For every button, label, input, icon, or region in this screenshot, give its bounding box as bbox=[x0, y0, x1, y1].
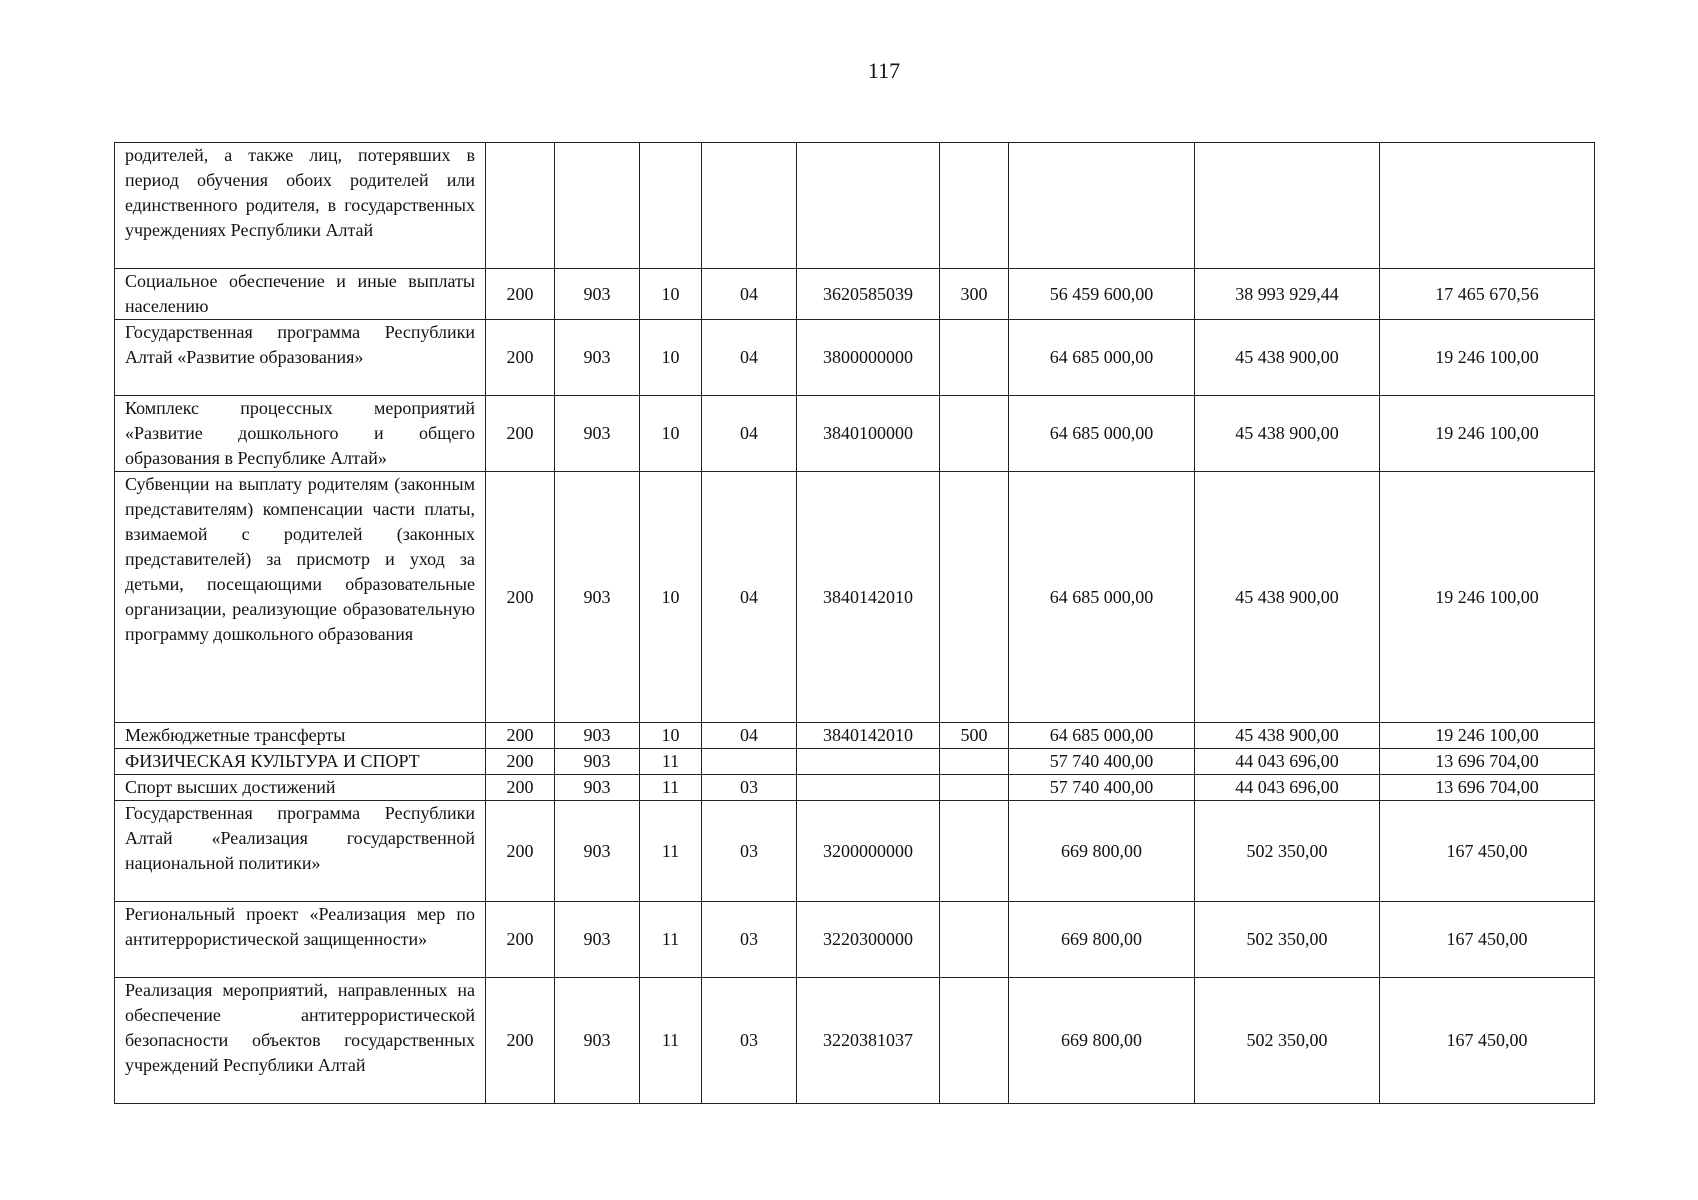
cell-amount-2: 502 350,00 bbox=[1195, 978, 1380, 1104]
cell-amount-2: 45 438 900,00 bbox=[1195, 320, 1380, 396]
cell-code-2: 903 bbox=[555, 269, 640, 320]
row-name: Комплекс процессных мероприятий «Развитие дошкольного и общего образования в Республике Алтай» bbox=[115, 396, 486, 472]
cell-amount-1 bbox=[1009, 143, 1195, 269]
row-name: Государственная программа Республики Алтай «Реализация государственной национальной политики» bbox=[115, 801, 486, 902]
cell-amount-1: 64 685 000,00 bbox=[1009, 723, 1195, 749]
cell-code-2: 903 bbox=[555, 320, 640, 396]
cell-code-3: 10 bbox=[640, 472, 702, 723]
cell-code-1: 200 bbox=[486, 723, 555, 749]
cell-amount-3: 167 450,00 bbox=[1380, 978, 1595, 1104]
cell-amount-1: 669 800,00 bbox=[1009, 902, 1195, 978]
cell-amount-3: 13 696 704,00 bbox=[1380, 775, 1595, 801]
cell-amount-3: 19 246 100,00 bbox=[1380, 472, 1595, 723]
cell-target-article bbox=[797, 775, 940, 801]
cell-amount-2 bbox=[1195, 143, 1380, 269]
row-name: Субвенции на выплату родителям (законным представителям) компенсации части платы, взимаемой с родителей (законных представителей) за присмотр и уход за детьми, посещающими образовательные организации, реализующие образовательную программу дошкольного образования bbox=[115, 472, 486, 723]
cell-expense-type: 300 bbox=[940, 269, 1009, 320]
cell-amount-2: 44 043 696,00 bbox=[1195, 775, 1380, 801]
row-name: Межбюджетные трансферты bbox=[115, 723, 486, 749]
cell-code-2 bbox=[555, 143, 640, 269]
cell-code-4: 03 bbox=[702, 902, 797, 978]
cell-code-4: 04 bbox=[702, 269, 797, 320]
cell-target-article: 3620585039 bbox=[797, 269, 940, 320]
cell-code-1: 200 bbox=[486, 902, 555, 978]
cell-expense-type bbox=[940, 143, 1009, 269]
row-name: Реализация мероприятий, направленных на обеспечение антитеррористической безопасности объектов государственных учреждений Республики Алтай bbox=[115, 978, 486, 1104]
cell-code-3: 11 bbox=[640, 902, 702, 978]
cell-amount-3 bbox=[1380, 143, 1595, 269]
table-row bbox=[115, 472, 1595, 723]
table-row bbox=[115, 143, 1595, 269]
cell-code-2: 903 bbox=[555, 749, 640, 775]
cell-code-2: 903 bbox=[555, 978, 640, 1104]
cell-code-4: 04 bbox=[702, 396, 797, 472]
cell-amount-1: 64 685 000,00 bbox=[1009, 472, 1195, 723]
cell-amount-2: 502 350,00 bbox=[1195, 902, 1380, 978]
cell-amount-1: 57 740 400,00 bbox=[1009, 749, 1195, 775]
row-name: ФИЗИЧЕСКАЯ КУЛЬТУРА И СПОРТ bbox=[115, 749, 486, 775]
cell-code-1: 200 bbox=[486, 801, 555, 902]
row-name: родителей, а также лиц, потерявших в период обучения обоих родителей или единственного родителя, в государственных учреждениях Республики Алтай bbox=[115, 143, 486, 269]
cell-code-4 bbox=[702, 749, 797, 775]
cell-code-1: 200 bbox=[486, 978, 555, 1104]
cell-amount-3: 13 696 704,00 bbox=[1380, 749, 1595, 775]
cell-code-2: 903 bbox=[555, 723, 640, 749]
cell-target-article: 3800000000 bbox=[797, 320, 940, 396]
table-row bbox=[115, 978, 1595, 1104]
cell-amount-3: 167 450,00 bbox=[1380, 801, 1595, 902]
cell-code-4: 03 bbox=[702, 801, 797, 902]
cell-amount-2: 45 438 900,00 bbox=[1195, 723, 1380, 749]
cell-amount-1: 669 800,00 bbox=[1009, 801, 1195, 902]
cell-expense-type bbox=[940, 749, 1009, 775]
cell-code-4: 04 bbox=[702, 320, 797, 396]
cell-code-4: 04 bbox=[702, 472, 797, 723]
cell-target-article: 3200000000 bbox=[797, 801, 940, 902]
cell-amount-2: 38 993 929,44 bbox=[1195, 269, 1380, 320]
table-row bbox=[115, 775, 1595, 801]
cell-expense-type bbox=[940, 396, 1009, 472]
cell-code-1: 200 bbox=[486, 749, 555, 775]
cell-amount-2: 502 350,00 bbox=[1195, 801, 1380, 902]
table-row bbox=[115, 902, 1595, 978]
cell-code-2: 903 bbox=[555, 472, 640, 723]
cell-expense-type bbox=[940, 902, 1009, 978]
table-row bbox=[115, 723, 1595, 749]
cell-amount-1: 57 740 400,00 bbox=[1009, 775, 1195, 801]
cell-code-1 bbox=[486, 143, 555, 269]
table-row bbox=[115, 396, 1595, 472]
budget-table bbox=[114, 142, 1595, 1104]
cell-code-4: 03 bbox=[702, 978, 797, 1104]
cell-code-4: 04 bbox=[702, 723, 797, 749]
cell-amount-3: 19 246 100,00 bbox=[1380, 396, 1595, 472]
page-number: 117 bbox=[867, 58, 901, 83]
cell-target-article bbox=[797, 143, 940, 269]
cell-code-3: 11 bbox=[640, 775, 702, 801]
cell-code-3: 10 bbox=[640, 320, 702, 396]
cell-target-article bbox=[797, 749, 940, 775]
table-row bbox=[115, 269, 1595, 320]
cell-code-1: 200 bbox=[486, 269, 555, 320]
cell-code-3: 10 bbox=[640, 396, 702, 472]
cell-code-1: 200 bbox=[486, 396, 555, 472]
cell-amount-1: 64 685 000,00 bbox=[1009, 320, 1195, 396]
table-row bbox=[115, 749, 1595, 775]
cell-code-1: 200 bbox=[486, 472, 555, 723]
cell-code-1: 200 bbox=[486, 775, 555, 801]
cell-target-article: 3840100000 bbox=[797, 396, 940, 472]
cell-code-4: 03 bbox=[702, 775, 797, 801]
cell-code-3: 11 bbox=[640, 978, 702, 1104]
row-name: Региональный проект «Реализация мер по антитеррористической защищенности» bbox=[115, 902, 486, 978]
cell-code-2: 903 bbox=[555, 775, 640, 801]
row-name: Спорт высших достижений bbox=[115, 775, 486, 801]
cell-code-2: 903 bbox=[555, 902, 640, 978]
cell-amount-1: 56 459 600,00 bbox=[1009, 269, 1195, 320]
cell-code-3: 11 bbox=[640, 749, 702, 775]
cell-code-3: 10 bbox=[640, 723, 702, 749]
cell-amount-1: 64 685 000,00 bbox=[1009, 396, 1195, 472]
cell-expense-type bbox=[940, 775, 1009, 801]
cell-target-article: 3840142010 bbox=[797, 472, 940, 723]
cell-code-2: 903 bbox=[555, 396, 640, 472]
row-name: Социальное обеспечение и иные выплаты населению bbox=[115, 269, 486, 320]
cell-code-3: 11 bbox=[640, 801, 702, 902]
cell-expense-type bbox=[940, 801, 1009, 902]
cell-code-1: 200 bbox=[486, 320, 555, 396]
cell-amount-3: 167 450,00 bbox=[1380, 902, 1595, 978]
cell-amount-3: 19 246 100,00 bbox=[1380, 320, 1595, 396]
cell-code-3 bbox=[640, 143, 702, 269]
cell-expense-type: 500 bbox=[940, 723, 1009, 749]
cell-code-4 bbox=[702, 143, 797, 269]
cell-code-3: 10 bbox=[640, 269, 702, 320]
row-name: Государственная программа Республики Алтай «Развитие образования» bbox=[115, 320, 486, 396]
cell-amount-3: 19 246 100,00 bbox=[1380, 723, 1595, 749]
cell-target-article: 3220300000 bbox=[797, 902, 940, 978]
cell-expense-type bbox=[940, 978, 1009, 1104]
cell-amount-2: 45 438 900,00 bbox=[1195, 472, 1380, 723]
cell-amount-1: 669 800,00 bbox=[1009, 978, 1195, 1104]
cell-expense-type bbox=[940, 320, 1009, 396]
cell-expense-type bbox=[940, 472, 1009, 723]
table-row bbox=[115, 801, 1595, 902]
cell-amount-2: 45 438 900,00 bbox=[1195, 396, 1380, 472]
cell-target-article: 3840142010 bbox=[797, 723, 940, 749]
cell-amount-2: 44 043 696,00 bbox=[1195, 749, 1380, 775]
cell-amount-3: 17 465 670,56 bbox=[1380, 269, 1595, 320]
cell-code-2: 903 bbox=[555, 801, 640, 902]
cell-target-article: 3220381037 bbox=[797, 978, 940, 1104]
table-row bbox=[115, 320, 1595, 396]
